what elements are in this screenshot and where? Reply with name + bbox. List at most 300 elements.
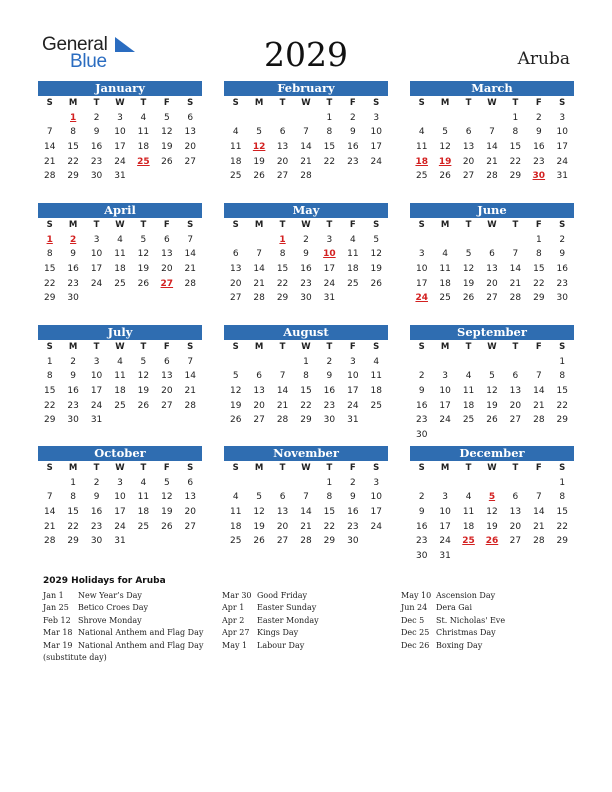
day-cell: 12	[370, 249, 382, 260]
empty-day-cell	[480, 476, 503, 491]
day-cell: 29	[556, 415, 568, 426]
day-cell: 27	[184, 521, 196, 532]
weekday-label: W	[115, 342, 125, 352]
week-row	[410, 247, 574, 262]
day-cell: 13	[462, 142, 475, 153]
day-cell: 22	[323, 521, 336, 532]
empty-day-cell	[179, 534, 202, 549]
day-cell: 10	[439, 386, 451, 397]
day-cell: 18	[137, 142, 150, 153]
day-cell: 24	[90, 400, 103, 411]
weekday-label: M	[254, 220, 264, 230]
day-cell: 14	[533, 507, 545, 518]
day-cell: 3	[93, 234, 100, 245]
day-cell: 28	[509, 293, 522, 304]
day-cell: 20	[253, 400, 265, 411]
holiday-name: Easter Monday	[257, 615, 319, 625]
day-cell: 30	[556, 293, 568, 304]
day-cell: 28	[533, 536, 545, 547]
empty-day-cell	[38, 476, 61, 491]
day-cell: 2	[418, 371, 425, 382]
day-cell: 11	[370, 371, 382, 382]
day-cell: 10	[90, 371, 103, 382]
day-cell: 3	[418, 249, 425, 260]
day-cell: 3	[442, 371, 448, 382]
empty-day-cell	[365, 169, 388, 184]
day-cell: 5	[140, 356, 147, 367]
empty-day-cell	[457, 549, 480, 564]
empty-day-cell	[155, 291, 178, 306]
week-row	[38, 369, 202, 384]
day-cell: 1	[559, 477, 566, 488]
weekday-label: T	[93, 342, 100, 352]
day-cell: 24	[114, 521, 126, 532]
day-cell: 5	[140, 234, 147, 245]
weekday-label: S	[232, 463, 239, 473]
day-cell: 11	[114, 249, 126, 260]
day-cell: 11	[114, 371, 126, 382]
day-cell: 20	[184, 142, 196, 153]
day-cell: 17	[370, 142, 382, 153]
day-cell: 29	[323, 536, 336, 547]
day-cell: 9	[93, 127, 100, 138]
day-cell: 4	[349, 234, 356, 245]
weekday-label: S	[559, 342, 566, 352]
weekday-label: M	[440, 98, 450, 108]
empty-day-cell	[341, 291, 364, 306]
empty-day-cell	[85, 291, 108, 306]
week-row	[410, 413, 574, 428]
month-september	[410, 325, 574, 443]
week-row	[224, 384, 388, 399]
week-row	[224, 369, 388, 384]
day-cell: 16	[67, 264, 79, 275]
week-row	[224, 413, 388, 428]
day-cell: 2	[349, 112, 356, 123]
week-row	[410, 549, 574, 564]
month-december	[410, 446, 574, 564]
day-cell: 18	[439, 278, 451, 289]
day-cell: 27	[509, 415, 522, 426]
day-cell: 21	[43, 521, 56, 532]
day-cell: 1	[535, 234, 542, 245]
day-cell: 17	[439, 400, 451, 411]
day-cell: 28	[300, 536, 312, 547]
day-cell: 24	[114, 156, 126, 167]
day-cell: 3	[326, 234, 333, 245]
weekday-header-row	[224, 340, 388, 355]
day-cell: 20	[276, 156, 289, 167]
day-cell: 15	[323, 507, 336, 518]
day-cell: 19	[486, 400, 498, 411]
weekday-label: M	[254, 98, 264, 108]
week-row	[410, 428, 574, 443]
day-cell: 20	[229, 278, 242, 289]
day-cell: 5	[256, 127, 262, 138]
weekday-label: F	[163, 463, 170, 473]
week-row	[38, 140, 202, 155]
day-cell: 10	[114, 492, 126, 503]
weekday-label: T	[140, 98, 147, 108]
day-cell: 22	[300, 400, 312, 411]
week-row	[410, 505, 574, 520]
day-cell: 22	[556, 521, 568, 532]
week-row	[410, 125, 574, 140]
day-cell: 20	[509, 400, 522, 411]
holidays-title: 2029 Holidays for Aruba	[43, 576, 166, 586]
weekday-label: T	[140, 342, 147, 352]
day-cell: 26	[137, 278, 150, 289]
day-cell: 19	[161, 142, 173, 153]
day-cell: 2	[93, 112, 100, 123]
weekday-label: S	[373, 98, 380, 108]
empty-day-cell	[527, 428, 550, 443]
day-cell: 18	[114, 386, 126, 397]
day-cell: 24	[370, 521, 382, 532]
day-cell: 7	[256, 249, 262, 260]
week-row	[410, 262, 574, 277]
holiday-day-cell: 2	[70, 234, 77, 245]
weekday-label: F	[163, 342, 170, 352]
day-cell: 15	[67, 507, 79, 518]
holiday-item	[401, 590, 505, 602]
holiday-item	[401, 602, 505, 614]
day-cell: 7	[46, 127, 53, 138]
week-row	[38, 111, 202, 126]
day-cell: 9	[349, 127, 356, 138]
holiday-day-cell: 1	[70, 112, 77, 123]
empty-day-cell	[132, 291, 155, 306]
day-cell: 17	[439, 521, 451, 532]
weekday-label: M	[254, 463, 264, 473]
day-cell: 8	[559, 492, 566, 503]
day-cell: 26	[229, 415, 242, 426]
day-cell: 2	[70, 356, 76, 367]
weekday-label: S	[232, 220, 239, 230]
day-cell: 27	[161, 400, 173, 411]
empty-day-cell	[551, 549, 574, 564]
week-row	[410, 155, 574, 170]
empty-day-cell	[457, 476, 480, 491]
day-cell: 15	[300, 386, 312, 397]
weekday-label: T	[512, 220, 519, 230]
day-cell: 28	[533, 415, 545, 426]
weekday-label: T	[512, 98, 519, 108]
day-cell: 10	[90, 249, 103, 260]
empty-day-cell	[504, 476, 527, 491]
holiday-name: Shrove Monday	[78, 615, 142, 625]
empty-day-cell	[155, 169, 178, 184]
day-cell: 23	[533, 156, 545, 167]
day-cell: 15	[276, 264, 289, 275]
holiday-day-cell: 24	[415, 293, 428, 304]
day-cell: 26	[439, 171, 451, 182]
day-cell: 30	[415, 430, 428, 441]
day-cell: 5	[163, 112, 170, 123]
day-cell: 19	[137, 264, 150, 275]
day-cell: 13	[253, 386, 265, 397]
day-cell: 3	[93, 356, 100, 367]
day-cell: 31	[114, 171, 126, 182]
week-row	[38, 155, 202, 170]
empty-day-cell	[224, 111, 247, 126]
empty-day-cell	[457, 233, 480, 248]
weekday-label: T	[93, 463, 100, 473]
day-cell: 16	[533, 142, 545, 153]
day-cell: 29	[276, 293, 289, 304]
day-cell: 15	[509, 142, 522, 153]
day-cell: 20	[276, 521, 289, 532]
day-cell: 2	[93, 477, 100, 488]
day-cell: 20	[486, 278, 498, 289]
weekday-label: T	[326, 463, 333, 473]
holiday-date: Apr 27	[222, 628, 250, 638]
day-cell: 11	[229, 142, 242, 153]
day-cell: 4	[418, 127, 425, 138]
day-cell: 16	[415, 521, 428, 532]
day-cell: 23	[556, 278, 568, 289]
empty-day-cell	[247, 111, 270, 126]
day-cell: 3	[373, 112, 380, 123]
day-cell: 24	[439, 536, 451, 547]
day-cell: 19	[137, 386, 150, 397]
month-june	[410, 203, 574, 306]
day-cell: 14	[253, 264, 265, 275]
day-cell: 11	[229, 507, 242, 518]
day-cell: 21	[509, 278, 522, 289]
day-cell: 20	[161, 264, 173, 275]
week-row	[224, 355, 388, 370]
day-cell: 3	[349, 356, 356, 367]
weekday-label: W	[115, 98, 125, 108]
day-cell: 16	[415, 400, 428, 411]
empty-day-cell	[410, 355, 433, 370]
day-cell: 22	[323, 156, 336, 167]
day-cell: 13	[184, 492, 196, 503]
weekday-label: M	[440, 220, 450, 230]
day-cell: 3	[373, 477, 380, 488]
week-row	[410, 233, 574, 248]
weekday-label: F	[163, 98, 170, 108]
weekday-label: T	[326, 220, 333, 230]
week-row	[224, 140, 388, 155]
day-cell: 20	[184, 507, 196, 518]
day-cell: 21	[184, 264, 196, 275]
weekday-label: F	[163, 220, 170, 230]
day-cell: 12	[229, 386, 242, 397]
logo-general-text: General	[42, 34, 108, 55]
holiday-item	[401, 640, 505, 652]
day-cell: 30	[90, 536, 103, 547]
weekday-label: S	[187, 98, 194, 108]
day-cell: 23	[67, 278, 79, 289]
holiday-item	[222, 590, 319, 602]
holiday-date: May 10	[401, 591, 432, 600]
week-row	[224, 262, 388, 277]
holiday-day-cell: 19	[438, 156, 452, 167]
day-cell: 20	[161, 386, 173, 397]
day-cell: 21	[253, 278, 265, 289]
holiday-name: Betico Croes Day	[78, 603, 149, 613]
day-cell: 25	[114, 278, 126, 289]
day-cell: 14	[43, 142, 56, 153]
day-cell: 11	[462, 386, 475, 397]
empty-day-cell	[504, 428, 527, 443]
day-cell: 2	[349, 477, 356, 488]
day-cell: 9	[349, 492, 356, 503]
holiday-day-cell: 12	[252, 142, 266, 153]
day-cell: 6	[256, 371, 262, 382]
empty-day-cell	[271, 476, 294, 491]
empty-day-cell	[224, 476, 247, 491]
empty-day-cell	[132, 413, 155, 428]
day-cell: 28	[184, 400, 196, 411]
day-cell: 5	[163, 477, 170, 488]
week-row	[38, 490, 202, 505]
day-cell: 9	[326, 371, 333, 382]
day-cell: 21	[184, 386, 196, 397]
week-row	[38, 355, 202, 370]
day-cell: 30	[347, 536, 359, 547]
week-row	[38, 399, 202, 414]
day-cell: 1	[326, 112, 333, 123]
empty-day-cell	[318, 169, 341, 184]
holiday-date: Mar 30	[222, 591, 252, 600]
month-july	[38, 325, 202, 428]
day-cell: 11	[462, 507, 475, 518]
weekday-label: S	[373, 463, 380, 473]
week-row	[224, 155, 388, 170]
weekday-label: W	[301, 342, 311, 352]
empty-day-cell	[179, 291, 202, 306]
month-header: August	[224, 325, 388, 340]
empty-day-cell	[551, 428, 574, 443]
holiday-date: May 1	[222, 640, 248, 650]
holiday-date: Apr 1	[222, 603, 245, 613]
holiday-day-cell: 30	[532, 171, 546, 182]
month-november	[224, 446, 388, 549]
holiday-day-cell: 18	[415, 156, 428, 167]
weekday-label: W	[487, 342, 497, 352]
weekday-header-row	[224, 461, 388, 476]
holiday-date: Dec 25	[401, 628, 430, 638]
day-cell: 30	[67, 415, 79, 426]
week-row	[38, 262, 202, 277]
day-cell: 28	[43, 536, 56, 547]
day-cell: 3	[442, 492, 448, 503]
empty-day-cell	[527, 355, 550, 370]
month-header: October	[38, 446, 202, 461]
holiday-day-cell: 27	[160, 278, 174, 289]
day-cell: 19	[253, 521, 265, 532]
day-cell: 12	[161, 492, 173, 503]
day-cell: 17	[323, 264, 336, 275]
weekday-label: W	[115, 220, 125, 230]
day-cell: 11	[415, 142, 428, 153]
day-cell: 25	[137, 521, 150, 532]
week-row	[38, 413, 202, 428]
holiday-date: Dec 26	[401, 640, 430, 650]
holiday-name: Boxing Day	[436, 640, 483, 650]
empty-day-cell	[457, 428, 480, 443]
day-cell: 24	[439, 415, 451, 426]
week-row	[410, 490, 574, 505]
week-row	[410, 169, 574, 184]
day-cell: 19	[370, 264, 382, 275]
day-cell: 14	[300, 507, 312, 518]
day-cell: 6	[465, 127, 472, 138]
empty-day-cell	[108, 291, 131, 306]
week-row	[224, 520, 388, 535]
day-cell: 11	[137, 127, 150, 138]
day-cell: 10	[439, 507, 451, 518]
week-row	[410, 520, 574, 535]
weekday-label: M	[68, 220, 78, 230]
weekday-label: F	[535, 98, 542, 108]
day-cell: 9	[70, 249, 76, 260]
empty-day-cell	[132, 534, 155, 549]
day-cell: 25	[370, 400, 382, 411]
empty-day-cell	[457, 111, 480, 126]
month-header: February	[224, 81, 388, 96]
day-cell: 14	[43, 507, 56, 518]
day-cell: 14	[184, 371, 196, 382]
day-cell: 18	[114, 264, 126, 275]
day-cell: 31	[556, 171, 568, 182]
day-cell: 29	[509, 171, 522, 182]
month-february	[224, 81, 388, 184]
day-cell: 9	[70, 371, 76, 382]
empty-day-cell	[271, 355, 294, 370]
holiday-item	[43, 602, 203, 614]
day-cell: 28	[300, 171, 312, 182]
empty-day-cell	[410, 233, 433, 248]
weekday-label: F	[349, 220, 356, 230]
week-row	[224, 111, 388, 126]
day-cell: 17	[556, 142, 568, 153]
empty-day-cell	[433, 111, 456, 126]
day-cell: 1	[512, 112, 519, 123]
day-cell: 23	[323, 400, 336, 411]
weekday-label: T	[279, 342, 286, 352]
day-cell: 4	[117, 234, 123, 245]
day-cell: 30	[323, 415, 336, 426]
day-cell: 15	[556, 507, 568, 518]
day-cell: 2	[303, 234, 309, 245]
empty-day-cell	[155, 534, 178, 549]
day-cell: 14	[184, 249, 196, 260]
calendar-year: 2029	[264, 35, 348, 74]
day-cell: 13	[229, 264, 242, 275]
day-cell: 18	[229, 156, 242, 167]
day-cell: 2	[326, 356, 333, 367]
month-april	[38, 203, 202, 306]
day-cell: 11	[137, 492, 150, 503]
day-cell: 14	[300, 142, 312, 153]
empty-day-cell	[271, 111, 294, 126]
day-cell: 5	[442, 127, 448, 138]
empty-day-cell	[527, 549, 550, 564]
empty-day-cell	[480, 428, 503, 443]
day-cell: 13	[276, 507, 289, 518]
week-row	[38, 277, 202, 292]
weekday-label: F	[349, 342, 356, 352]
day-cell: 29	[300, 415, 312, 426]
day-cell: 10	[415, 264, 428, 275]
week-row	[224, 247, 388, 262]
week-row	[410, 369, 574, 384]
holiday-day-cell: 1	[279, 234, 286, 245]
